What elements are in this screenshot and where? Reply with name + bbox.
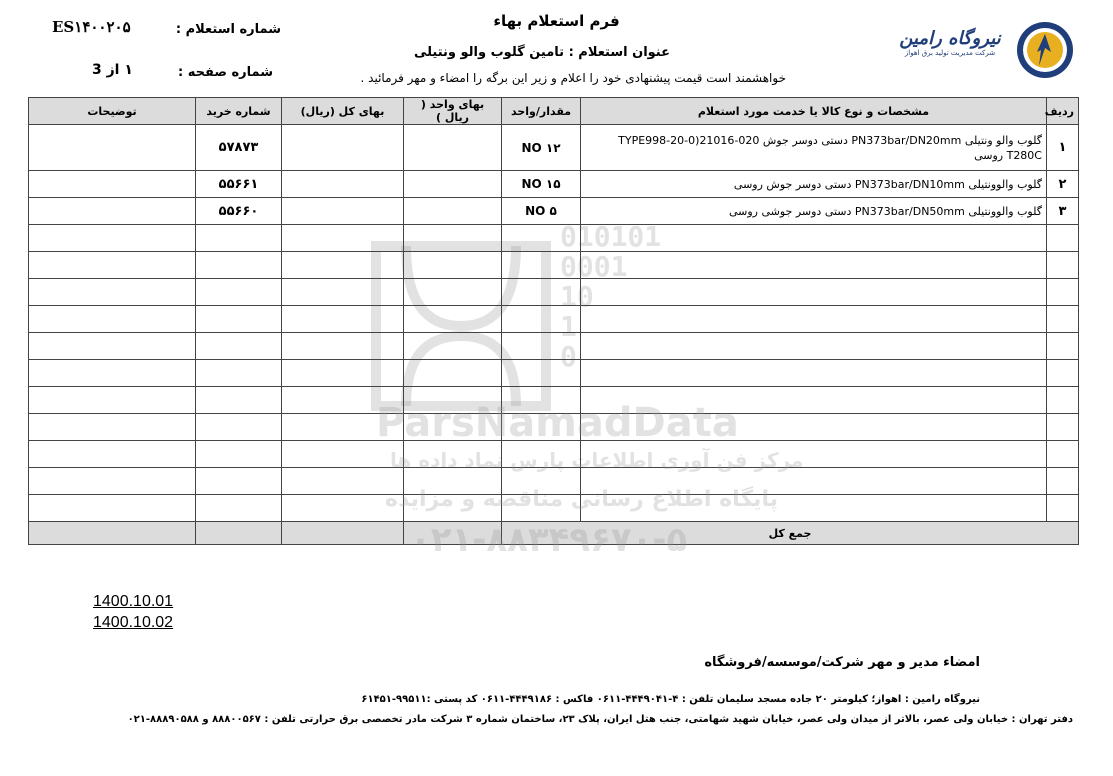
item-purchase-no: ۵۵۶۶۱ [196,171,282,198]
items-table [28,97,1079,545]
row-number: ۲ [1047,171,1079,198]
col-header-desc: مشخصات و نوع کالا یا خدمت مورد استعلام [581,98,1047,125]
item-notes [29,125,196,171]
col-header-qty: مقدار/واحد [502,98,581,125]
item-description: گلوب والو ونتیلی PN373bar/DN20mm دستی دوسر جوش 020-21016(0-20-TYPE998 T280C روسی [581,125,1047,171]
total-notes-cell [29,522,196,545]
item-unit-price [404,198,502,225]
watermark-subtitle: مرکز فن آوری اطلاعات پارس نماد داده ها [390,448,804,472]
table-row [29,198,1079,225]
company-logo-icon [1015,20,1075,80]
total-purchase-cell [196,522,282,545]
signature-label: امضاء مدیر و مهر شرکت/موسسه/فروشگاه [704,655,980,670]
total-label: جمع کل [502,522,1079,545]
table-header-row [29,98,1079,125]
item-purchase-no: ۵۵۶۶۰ [196,198,282,225]
col-header-total-price: بهای کل (ریال) [282,98,404,125]
date-2: 1400.10.02 [93,614,174,631]
empty-row [29,306,1079,333]
page-number-label: شماره صفحه : [178,65,273,80]
empty-row [29,360,1079,387]
total-amount-cell [282,522,404,545]
page-number-value: ۱ از 3 [92,62,133,78]
watermark-phone: ۰۲۱-۸۸۳۴۹۶۷۰-۵ [410,520,688,560]
row-number: ۱ [1047,125,1079,171]
table-row [29,171,1079,198]
item-total-price [282,125,404,171]
item-total-price [282,198,404,225]
empty-row [29,279,1079,306]
col-header-row: ردیف [1047,98,1079,125]
empty-row [29,225,1079,252]
item-notes [29,171,196,198]
item-unit-price [404,125,502,171]
item-description: گلوب والوونتیلی PN373bar/DN50mm دستی دوسر جوشی روسی [581,198,1047,225]
col-header-unit-price: بهای واحد ( ریال ) [404,98,502,125]
inquiry-subject: عنوان استعلام : تامین گلوب والو ونتیلی [413,45,670,60]
watermark-binary: 010101 0001 10 1 0 [560,220,662,373]
watermark-subtitle-2: پایگاه اطلاع رسانی مناقصه و مزایده [385,487,778,512]
item-description: گلوب والوونتیلی PN373bar/DN10mm دستی دوسر جوش روسی [581,171,1047,198]
item-quantity: ۵ NO [502,198,581,225]
form-title: فرم استعلام بهاء [493,12,620,30]
item-notes [29,198,196,225]
col-header-purchase-no: شماره خرید [196,98,282,125]
brand-subtitle: شرکت مدیریت تولید برق اهواز [904,49,996,57]
date-1: 1400.10.01 [93,593,174,610]
item-quantity: ۱۲ NO [502,125,581,171]
empty-row [29,252,1079,279]
request-note: خواهشمند است قیمت پیشنهادی خود را اعلام و زیر این برگه را امضاء و مهر فرمائید . [360,71,786,85]
footer-address-plant: نیروگاه رامین : اهواز؛ کیلومتر ۲۰ جاده مسجد سلیمان تلفن : ۴-۴۴۴۹۰۴۱-۰۶۱۱ فاکس : ۴۴۴۹۱۸۶-۰۶۱۱ کد پستی :۹۹۵۱۱-۶۱۴۵۱ [361,694,980,705]
footer-address-tehran: دفتر تهران : خیابان ولی عصر، بالاتر از میدان ولی عصر، خیابان شهید شهامتی، جنب هتل ایران، پلاک ۲۳، ساختمان شماره ۳ شرکت مادر تخصصی برق حرارتی تلفن : ۸۸۸۰۰۵۶۷ و ۸۸۸۹۰۵۸۸-۰۲۱ [127,714,1073,725]
inquiry-number-value: ES۱۴۰۰۲۰۵ [52,18,131,36]
brand-block [888,28,1012,57]
row-number: ۳ [1047,198,1079,225]
item-purchase-no: ۵۷۸۷۳ [196,125,282,171]
col-header-notes: توضیحات [29,98,196,125]
inquiry-number-label: شماره استعلام : [175,22,281,37]
brand-name: نیروگاه رامین [899,28,1001,49]
table-row [29,125,1079,171]
watermark-name: ParsNamadData [376,400,739,446]
item-total-price [282,171,404,198]
item-unit-price [404,171,502,198]
empty-row [29,333,1079,360]
item-quantity: ۱۵ NO [502,171,581,198]
